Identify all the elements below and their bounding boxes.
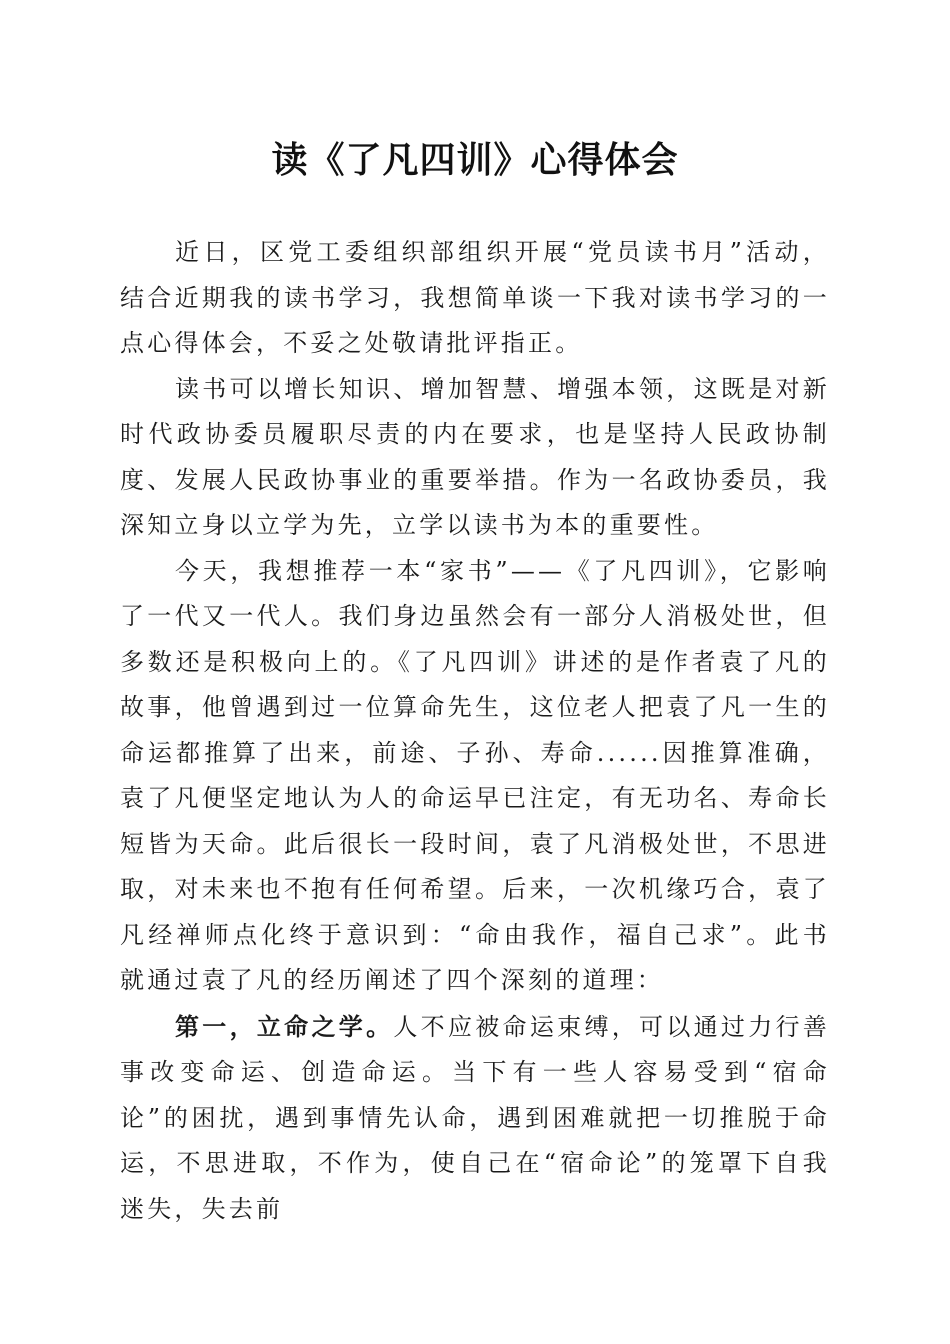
paragraph-4-text: 人不应被命运束缚，可以通过力行善事改变命运、创造命运。当下有一些人容易受到“宿命论”的困扰，遇到事情先认命，遇到困难就把一切推脱于命运，不思进取，不作为，使自己在“宿命论”的笼罩下自我迷失，失去前: [120, 1012, 831, 1223]
paragraph-1: 近日，区党工委组织部组织开展“党员读书月”活动，结合近期我的读书学习，我想简单谈一下我对读书学习的一点心得体会，不妥之处敬请批评指正。: [120, 238, 830, 357]
document-title: 读《了凡四训》心得体会: [271, 139, 679, 181]
paragraph-4-lead: 第一，立命之学。: [175, 1011, 394, 1041]
paragraph-3: 今天，我想推荐一本“家书”——《了凡四训》，它影响了一代又一代人。我们身边虽然会有一部分人消极处世，但多数还是积极向上的。《了凡四训》讲述的是作者袁了凡的故事，他曾遇到过一位算命先生，这位老人把袁了凡一生的命运都推算了出来，前途、子孙、寿命......因推算准确，袁了凡便坚定地认为人的命运早已注定，有无功名、寿命长短皆为天命。此后很长一段时间，袁了凡消极处世，不思进取，对未来也不抱有任何希望。后来，一次机缘巧合，袁了凡经禅师点化终于意识到：“命由我作，福自己求”。此书就通过袁了凡的经历阐述了四个深刻的道理：: [120, 556, 830, 994]
document-body: [120, 230, 830, 1232]
paragraph-4: [120, 1004, 830, 1233]
paragraph-2: 读书可以增长知识、增加智慧、增强本领，这既是对新时代政协委员履职尽责的内在要求，也是坚持人民政协制度、发展人民政协事业的重要举措。作为一名政协委员，我深知立身以立学为先，立学以读书为本的重要性。: [120, 374, 830, 539]
